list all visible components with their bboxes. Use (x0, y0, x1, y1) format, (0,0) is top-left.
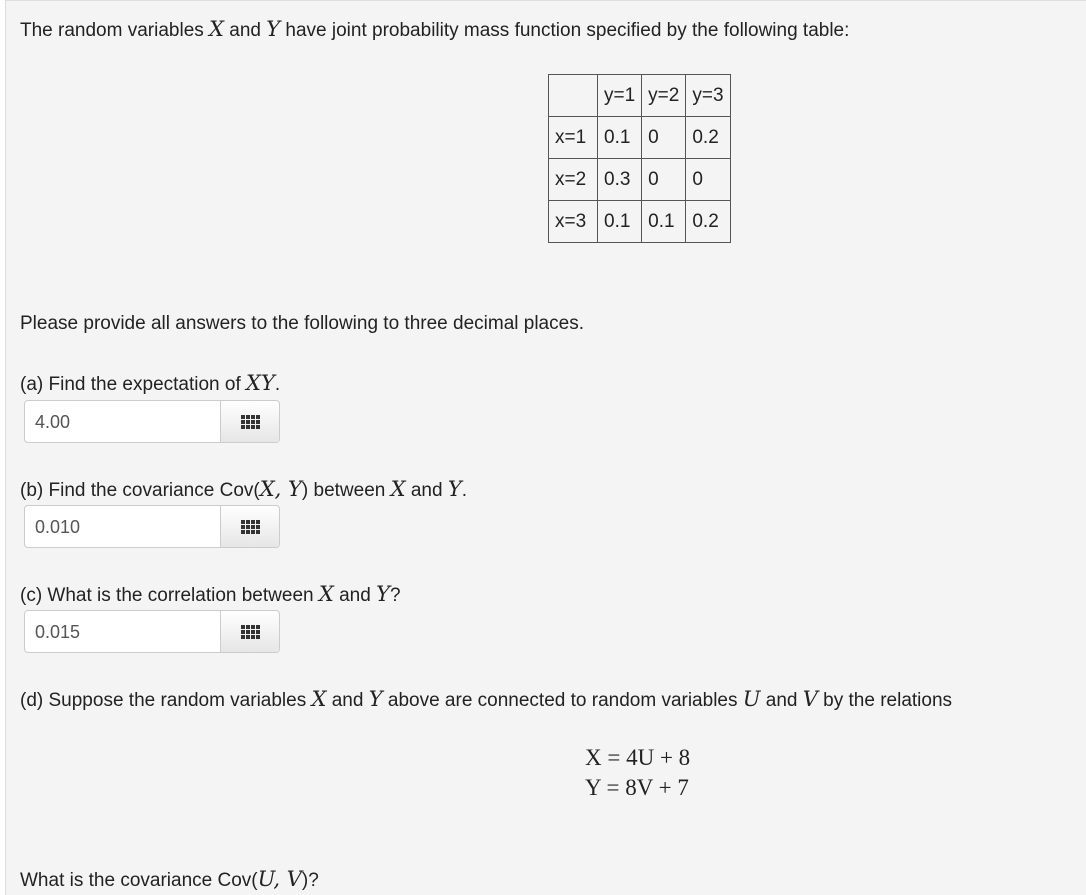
keypad-button-a[interactable] (220, 401, 279, 442)
keypad-button-b[interactable] (220, 506, 279, 547)
table-cell: 0 (686, 159, 730, 201)
answer-a-value: 4.00 (35, 412, 71, 432)
question-a: (a) Find the expectation of XY. (20, 371, 281, 395)
keypad-grid-icon (241, 520, 260, 534)
answer-c-input[interactable] (24, 610, 280, 653)
question-c: (c) What is the correlation between X and Y? (20, 582, 401, 606)
answer-c-value: 0.015 (35, 622, 81, 642)
table-header-cell: y=2 (642, 75, 686, 117)
equation-y: Y = 8V + 7 (585, 775, 689, 800)
question-panel (5, 0, 1086, 895)
table-cell: 0.2 (686, 201, 730, 243)
answer-b-input[interactable] (24, 505, 280, 548)
table-row-label: x=2 (549, 159, 598, 201)
joint-pmf-table (548, 74, 731, 243)
equation-x: X = 4U + 8 (585, 745, 691, 770)
table-cell: 0 (642, 117, 686, 159)
table-cell: 0.2 (686, 117, 730, 159)
question-b: (b) Find the covariance Cov(X, Y) between X and Y. (20, 477, 467, 501)
answer-a-input[interactable] (24, 400, 280, 443)
question-d: (d) Suppose the random variables X and Y above are connected to random variables U and V by the relations (20, 687, 953, 711)
keypad-grid-icon (241, 625, 260, 639)
keypad-button-c[interactable] (220, 611, 279, 652)
table-cell: 0.3 (598, 159, 642, 201)
table-cell: 0 (642, 159, 686, 201)
question-e: What is the covariance Cov(U, V)? (20, 867, 319, 891)
table-header-cell: y=1 (598, 75, 642, 117)
answer-b-value: 0.010 (35, 517, 81, 537)
table-row-label: x=3 (549, 201, 598, 243)
table-cell: 0.1 (642, 201, 686, 243)
table-row (549, 159, 731, 201)
intro-text: The random variables X and Y have joint probability mass function specified by the following table: (20, 17, 850, 41)
table-cell: 0.1 (598, 201, 642, 243)
instructions: Please provide all answers to the following to three decimal places. (20, 313, 584, 334)
table-row (549, 117, 731, 159)
table-header-row (549, 75, 731, 117)
table-row (549, 201, 731, 243)
table-header-cell: y=3 (686, 75, 730, 117)
table-header-cell (549, 75, 598, 117)
table-cell: 0.1 (598, 117, 642, 159)
table-row-label: x=1 (549, 117, 598, 159)
keypad-grid-icon (241, 415, 260, 429)
